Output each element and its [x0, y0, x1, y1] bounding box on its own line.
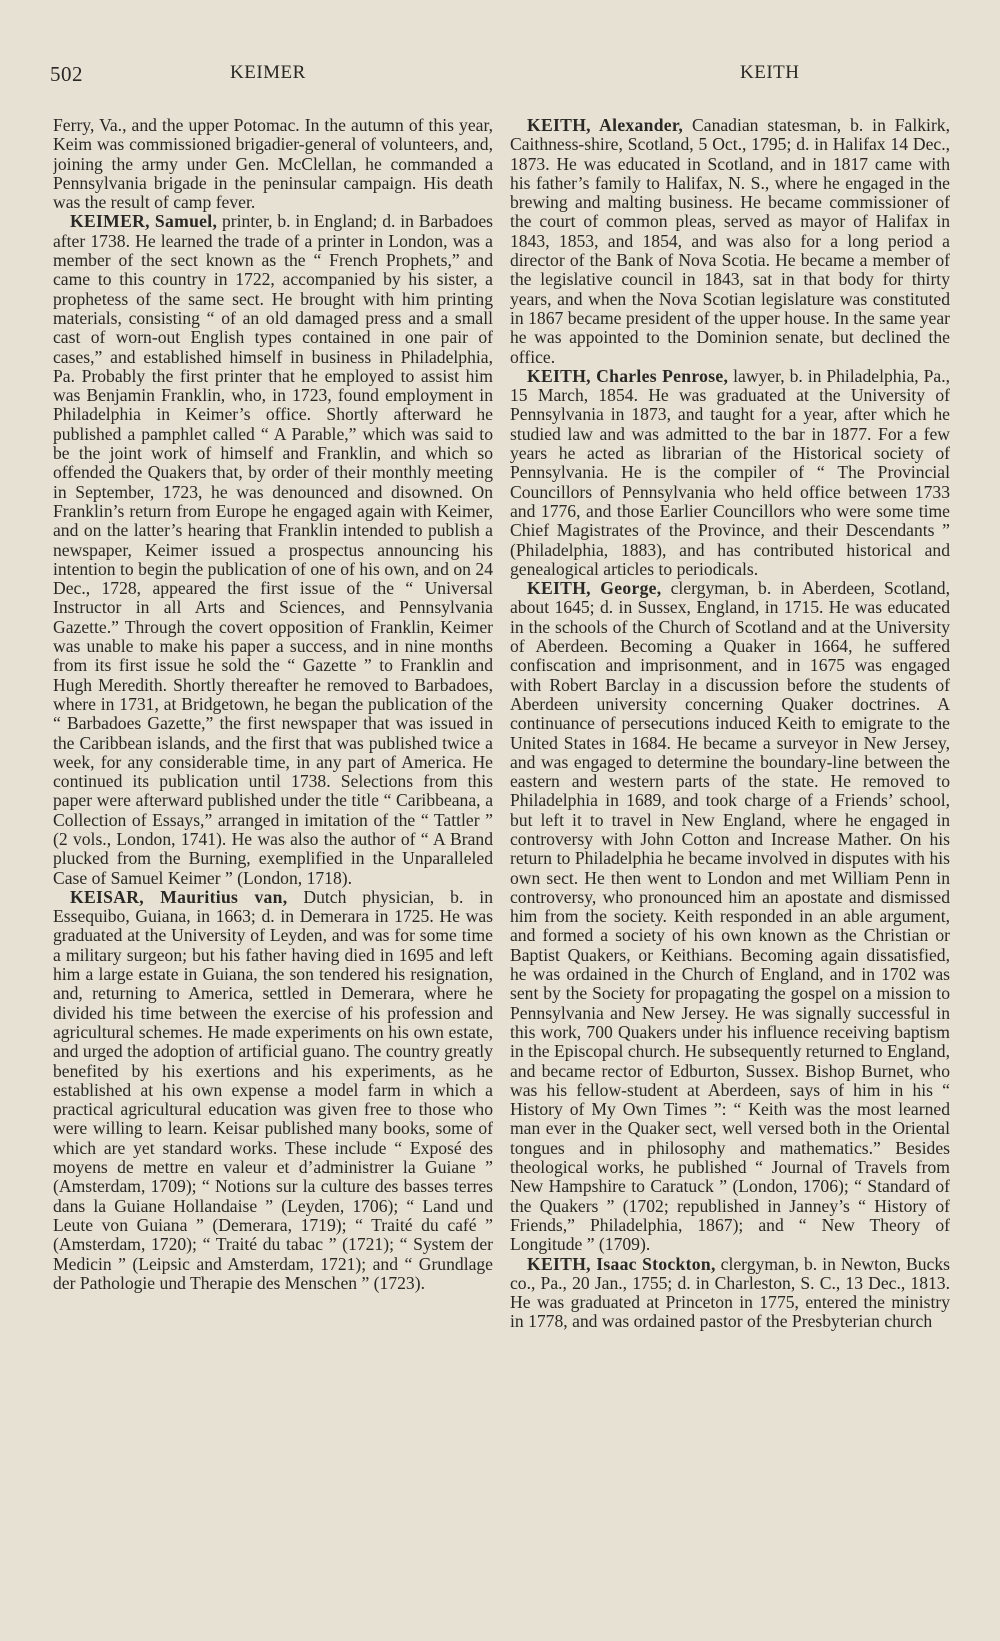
entry-keisar-mauritius	[53, 888, 493, 1293]
running-head-right: KEITH	[740, 62, 800, 83]
entry-text: Canadian statesman, b. in Falkirk, Caithness-shire, Scotland, 5 Oct., 1795; d. in Halifax 14 Dec., 1873. He was educated in Scotland, and in 1817 came with his father’s family to Halifax, N. S., where he engaged in the brewing and malting business. He became commissioner of the court of common pleas, served as mayor of Halifax in 1843, 1853, and 1854, and was also for a long period a director of the Bank of Nova Scotia. He became a member of the legislative council in 1843, sat in that body for thirty years, and when the Nova Scotian legislature was constituted in 1867 became president of the upper house. In the same year he was appointed to the Dominion senate, but declined the office.	[510, 116, 950, 367]
entry-text: clergyman, b. in Newton, Bucks co., Pa., 20 Jan., 1755; d. in Charleston, S. C., 13 Dec., 1813. He was graduated at Princeton in 1775, entered the ministry in 1778, and was ordained pastor of the Presbyterian church	[510, 1253, 950, 1332]
right-column	[510, 116, 950, 1566]
entry-headword: KEITH, George,	[527, 578, 662, 599]
page-header	[50, 62, 954, 92]
entry-text: clergyman, b. in Aberdeen, Scotland, about 1645; d. in Sussex, England, in 1715. He was educated in the schools of the Church of Scotland and at the University of Aberdeen. Becoming a Quaker in 1664, he suffered confiscation and imprisonment, and in 1675 was engaged with Robert Barclay in a discussion before the students of Aberdeen university concerning Quaker doctrines. A continuance of persecutions induced Keith to emigrate to the United States in 1684. He became a surveyor in New Jersey, and was engaged to determine the boundary-line between the eastern and western parts of the state. He removed to Philadelphia in 1689, and took charge of a Friends’ school, but left it to travel in New England, where he engaged in controversy with John Cotton and Increase Mather. On his return to Philadelphia he became involved in disputes with his own sect. He then went to London and met William Penn in controversy, who pronounced him an apostate and dismissed him from the society. Keith responded in an able argument, and formed a society of his own known as the Christian or Baptist Quakers, or Keithians. Becoming again dissatisfied, he was ordained in the Church of England, and in 1702 was sent by the Society for propagating the gospel on a mission to Pennsylvania and New Jersey. He was signally successful in this work, 700 Quakers under his influence receiving baptism in the Episcopal church. He subsequently returned to England, and became rector of Edburton, Sussex. Bishop Burnet, who was his fellow-student at Aberdeen, says of him in his “ History of My Own Times ”: “ Keith was the most learned man ever in the Quaker sect, well versed both in the Oriental tongues and in philosophy and mathematics.” Besides theological works, he published “ Journal of Travels from New Hampshire to Caratuck ” (London, 1706); “ Standard of the Quakers ” (1702; republished in Janney’s “ History of Friends,” Philadelphia, 1867); and “ New Theory of Longitude ” (1709).	[510, 578, 950, 1255]
entry-headword: KEITH, Isaac Stockton,	[527, 1253, 716, 1274]
entry-headword: KEIMER, Samuel,	[70, 211, 218, 232]
left-column	[53, 116, 493, 1566]
entry-keith-charles-penrose	[510, 367, 950, 579]
entry-continuation: Ferry, Va., and the upper Potomac. In the autumn of this year, Keim was commissioned brigadier-general of volunteers, and, joining the army under Gen. McClellan, he commanded a Pennsylvania brigade in the peninsular campaign. His death was the result of camp fever.	[53, 116, 493, 213]
running-head-left: KEIMER	[230, 62, 306, 83]
entry-keith-alexander	[510, 116, 950, 367]
entry-keimer-samuel	[53, 212, 493, 887]
entry-text: printer, b. in England; d. in Barbadoes after 1738. He learned the trade of a printer in London, was a member of the sect known as the “ French Prophets,” and came to this country in 1722, accompanied by his sister, a prophetess of the same sect. He brought with him printing materials, consisting “ of an old damaged press and a small cast of worn-out English types contained in one pair of cases,” and established himself in business in Philadelphia, Pa. Probably the first printer that he employed to assist him was Benjamin Franklin, who, in 1723, found employment in Philadelphia in Keimer’s office. Shortly afterward he published a pamphlet called “ A Parable,” which was said to be the joint work of himself and Franklin, and which so offended the Quakers that, by order of their monthly meeting in September, 1723, he was denounced and disowned. On Franklin’s return from Europe he engaged again with Keimer, and on the latter’s hearing that Franklin intended to publish a newspaper, Keimer issued a prospectus announcing his intention to begin the publication of one of his own, and on 24 Dec., 1728, appeared the first issue of the “ Universal Instructor in all Arts and Sciences, and Pennsylvania Gazette.” Through the covert opposition of Franklin, Keimer was unable to make his paper a success, and in nine months from its first issue he sold the “ Gazette ” to Franklin and Hugh Meredith. Shortly thereafter he removed to Barbadoes, where in 1731, at Bridgetown, he began the publication of the “ Barbadoes Gazette,” the first newspaper that was issued in the Caribbean islands, and the first that was published twice a week, for any considerable time, in any part of America. He continued its publication until 1738. Selections from this paper were afterward published under the title “ Caribbeana, a Collection of Essays,” arranged in imitation of the “ Tattler ” (2 vols., London, 1741). He was also the author of “ A Brand plucked from the Burning, exemplified in the Unparalleled Case of Samuel Keimer ” (London, 1718).	[53, 211, 493, 888]
entry-keith-isaac-stockton	[510, 1255, 950, 1332]
entry-text: Dutch physician, b. in Essequibo, Guiana, in 1663; d. in Demerara in 1725. He was graduated at the University of Leyden, and was for some time a military surgeon; but his father having died in 1695 and left him a large estate in Guiana, the son tendered his resignation, and, returning to America, settled in Demerara, where he divided his time between the exercise of his profession and agricultural schemes. He made experiments on his own estate, and urged the adoption of artificial guano. The country greatly benefited by his exertions and his experiments, as he established at his own expense a model farm in which a practical agricultural education was given free to those who were willing to learn. Keisar published many books, some of which are yet standard works. These include “ Exposé des moyens de mettre en valeur et d’administrer la Guiane ” (Amsterdam, 1709); “ Notions sur la culture des basses terres dans la Guiane Hollandaise ” (Leyden, 1706); “ Land und Leute von Guiana ” (Demerara, 1719); “ Traité du café ” (Amsterdam, 1720); “ Traité du tabac ” (1721); “ System der Medicin ” (Leipsic and Amsterdam, 1721); and “ Grundlage der Pathologie und Therapie des Menschen ” (1723).	[53, 886, 493, 1293]
entry-text: lawyer, b. in Philadelphia, Pa., 15 March, 1854. He was graduated at the University of Pennsylvania in 1873, and taught for a year, after which he studied law and was admitted to the bar in 1877. For a few years he acted as librarian of the Historical society of Pennsylvania. He is the compiler of “ The Provincial Councillors of Pennsylvania who held office between 1733 and 1776, and those Earlier Councillors who were some time Chief Magistrates of the Province, and their Descendants ” (Philadelphia, 1883), and has contributed historical and genealogical articles to periodicals.	[510, 365, 950, 579]
entry-keith-george	[510, 579, 950, 1254]
entry-headword: KEISAR, Mauritius van,	[70, 886, 288, 907]
entry-headword: KEITH, Alexander,	[527, 116, 684, 135]
entry-headword: KEITH, Charles Penrose,	[527, 365, 729, 386]
page-number: 502	[50, 62, 83, 86]
